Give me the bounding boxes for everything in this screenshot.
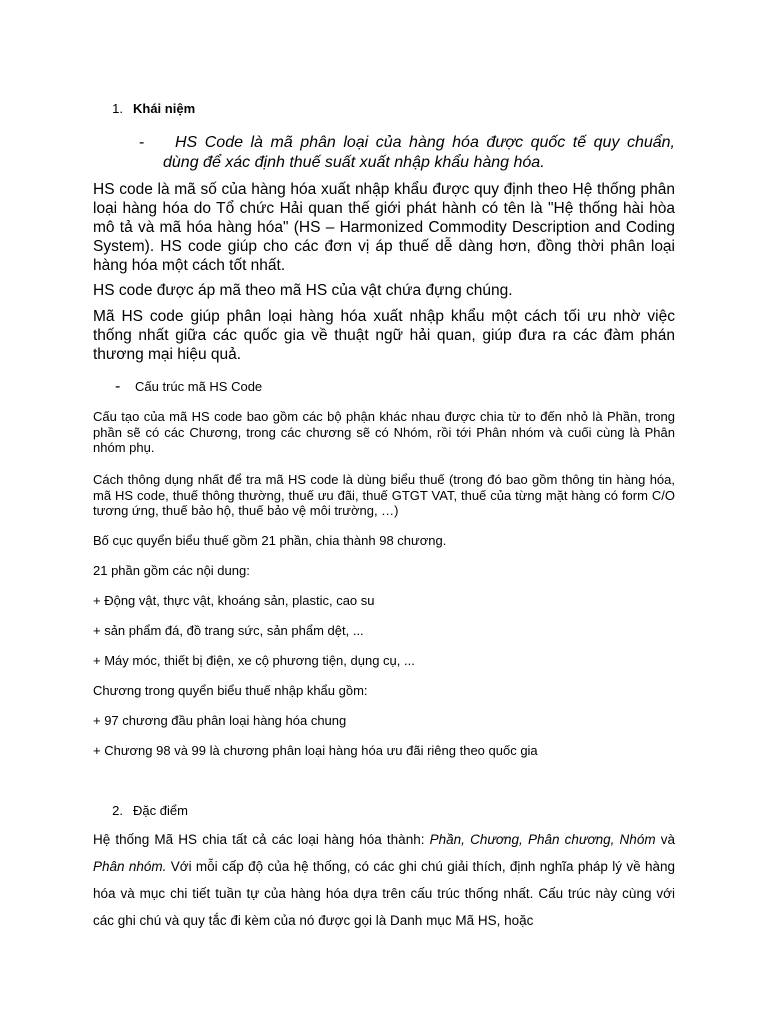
definition-text: HS Code là mã phân loại của hàng hóa được quốc tế quy chuẩn, dùng để xác định thuế suất xuất nhập khẩu hàng hóa. [163,134,675,171]
section-number: 1. [112,101,123,116]
section-title: Đặc điểm [133,803,188,818]
list-item: + Chương 98 và 99 là chương phân loại hàng hóa ưu đãi riêng theo quốc gia [93,743,538,758]
features-emphasis-1: Phần, Chương, Phân chương, Nhóm [429,832,656,847]
section-title: Khái niệm [133,101,196,116]
bullet-dash: - [139,134,145,151]
features-emphasis-2: Phân nhóm. [93,859,167,874]
paragraph: Chương trong quyển biểu thuế nhập khẩu gồm: [93,683,368,698]
paragraph: HS code được áp mã theo mã HS của vật chứa đựng chúng. [93,282,513,299]
section-number: 2. [112,803,123,818]
list-item: + Máy móc, thiết bị điện, xe cộ phương tiện, dụng cụ, ... [93,653,415,668]
paragraph: Cấu tạo của mã HS code bao gồm các bộ phận khác nhau được chia từ to đến nhỏ là Phần, trong phần sẽ có các Chương, trong các chương sẽ có Nhóm, rồi tới Phân nhóm và cuối cùng là Phân nhóm phụ. [93,409,675,455]
definition-bullet [93,133,675,173]
section-heading-1 [93,101,675,117]
paragraph: HS code là mã số của hàng hóa xuất nhập khẩu được quy định theo Hệ thống phân loại hàng hóa do Tổ chức Hải quan thế giới phát hành có tên là "Hệ thống hài hòa mô tả và mã hóa hàng hóa" (HS – Harmonized Commodity Description and Coding System). HS code giúp cho các đơn vị áp thuế dễ dàng hơn, đồng thời phân loại hàng hóa một cách tốt nhất. [93,181,675,274]
features-text-3: Với mỗi cấp độ của hệ thống, có các ghi chú giải thích, định nghĩa pháp lý về hàng hóa và mục chi tiết tuần tự của hàng hóa dựa trên cấu trúc thống nhất. Cấu trúc này cùng với các ghi chú và quy tắc đi kèm của nó được gọi là Danh mục Mã HS, hoặc [93,859,675,928]
features-text-2: và [655,832,675,847]
paragraph: Bố cục quyển biểu thuế gồm 21 phần, chia thành 98 chương. [93,533,447,548]
structure-bullet-text: Cấu trúc mã HS Code [135,379,263,394]
list-item: + sản phẩm đá, đồ trang sức, sản phẩm dệt, ... [93,623,364,638]
paragraph: Cách thông dụng nhất để tra mã HS code là dùng biểu thuế (trong đó bao gồm thông tin hàng hóa, mã HS code, thuế thông thường, thuế ưu đãi, thuế GTGT VAT, thuế của từng mặt hàng có form C/O tương ứng, thuế bảo hộ, thuế bảo vệ môi trường, …) [93,472,675,518]
features-text-1: Hệ thống Mã HS chia tất cả các loại hàng hóa thành: [93,832,430,847]
features-paragraph [93,826,675,934]
paragraph: 21 phần gồm các nội dung: [93,563,250,578]
bullet-dash: - [115,378,121,395]
paragraph: Mã HS code giúp phân loại hàng hóa xuất nhập khẩu một cách tối ưu nhờ việc thống nhất giữa các quốc gia về thuật ngữ hải quan, giúp đưa ra các đàm phán thương mại hiệu quả. [93,308,675,363]
section-heading-2 [93,803,675,819]
structure-bullet [93,379,675,395]
list-item: + Động vật, thực vật, khoáng sản, plastic, cao su [93,593,375,608]
list-item: + 97 chương đầu phân loại hàng hóa chung [93,713,347,728]
